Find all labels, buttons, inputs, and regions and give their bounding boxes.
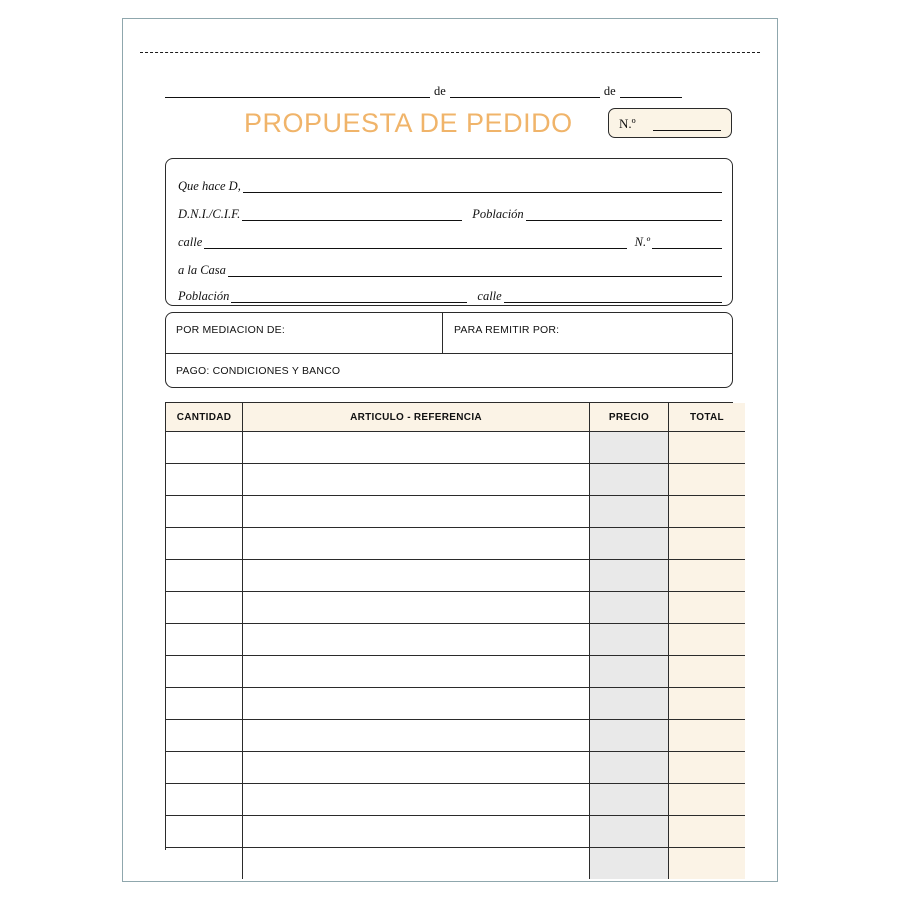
cell-articulo[interactable] <box>243 496 590 528</box>
items-table-body <box>166 432 745 880</box>
table-row <box>166 688 745 720</box>
order-number-rule[interactable] <box>653 130 721 131</box>
cell-precio[interactable] <box>590 752 669 784</box>
cell-precio[interactable] <box>590 816 669 848</box>
table-row <box>166 784 745 816</box>
cell-precio[interactable] <box>590 464 669 496</box>
mediation-horizontal-divider <box>166 353 732 354</box>
cell-articulo[interactable] <box>243 624 590 656</box>
cell-precio[interactable] <box>590 624 669 656</box>
table-row <box>166 592 745 624</box>
page-title: PROPUESTA DE PEDIDO <box>244 108 573 138</box>
label-numero-calle: N.º <box>634 235 650 249</box>
cell-total[interactable] <box>669 464 746 496</box>
date-label-de-1: de <box>434 84 446 98</box>
cell-total[interactable] <box>669 720 746 752</box>
date-rule-day[interactable] <box>165 83 430 98</box>
cell-articulo[interactable] <box>243 560 590 592</box>
column-header-cantidad: CANTIDAD <box>166 403 243 432</box>
label-poblacion-1: Población <box>472 207 524 221</box>
rule-poblacion-1[interactable] <box>526 207 722 221</box>
rule-que-hace-d[interactable] <box>243 179 722 193</box>
table-row <box>166 720 745 752</box>
cell-precio[interactable] <box>590 432 669 464</box>
field-dni-poblacion[interactable] <box>178 205 722 221</box>
order-number-box[interactable] <box>608 108 732 138</box>
cell-total[interactable] <box>669 560 746 592</box>
cell-articulo[interactable] <box>243 432 590 464</box>
column-header-articulo-referencia: ARTICULO - REFERENCIA <box>243 403 590 432</box>
cell-articulo[interactable] <box>243 752 590 784</box>
cell-cantidad[interactable] <box>166 752 243 784</box>
cell-articulo[interactable] <box>243 528 590 560</box>
rule-poblacion-2[interactable] <box>231 289 467 303</box>
cell-articulo[interactable] <box>243 656 590 688</box>
client-details-box <box>165 158 733 306</box>
cell-articulo[interactable] <box>243 720 590 752</box>
field-a-la-casa[interactable] <box>178 261 722 277</box>
table-row <box>166 496 745 528</box>
label-calle-1: calle <box>178 235 203 249</box>
table-row <box>166 560 745 592</box>
rule-calle-1[interactable] <box>204 235 626 249</box>
cell-precio[interactable] <box>590 496 669 528</box>
label-calle-2: calle <box>477 289 502 303</box>
cell-total[interactable] <box>669 656 746 688</box>
rule-dni-cif[interactable] <box>242 207 462 221</box>
cell-cantidad[interactable] <box>166 592 243 624</box>
cell-cantidad[interactable] <box>166 688 243 720</box>
date-rule-year[interactable] <box>620 83 682 98</box>
label-que-hace-d: Que hace D, <box>178 179 241 193</box>
order-number-label: N.º <box>619 116 636 131</box>
table-header-row <box>166 403 745 432</box>
items-table <box>166 403 745 879</box>
cell-cantidad[interactable] <box>166 432 243 464</box>
cell-precio[interactable] <box>590 528 669 560</box>
table-row <box>166 816 745 848</box>
cell-cantidad[interactable] <box>166 816 243 848</box>
field-calle-numero[interactable] <box>178 233 722 249</box>
table-row <box>166 624 745 656</box>
cell-articulo[interactable] <box>243 464 590 496</box>
rule-a-la-casa[interactable] <box>228 263 722 277</box>
cell-total[interactable] <box>669 816 746 848</box>
cell-total[interactable] <box>669 784 746 816</box>
cell-articulo[interactable] <box>243 816 590 848</box>
column-header-precio: PRECIO <box>590 403 669 432</box>
cell-total[interactable] <box>669 528 746 560</box>
cell-cantidad[interactable] <box>166 624 243 656</box>
table-row <box>166 528 745 560</box>
cell-precio[interactable] <box>590 656 669 688</box>
label-poblacion-2: Población <box>178 289 230 303</box>
cell-cantidad[interactable] <box>166 720 243 752</box>
cell-cantidad[interactable] <box>166 464 243 496</box>
label-por-mediacion-de: POR MEDIACION DE: <box>176 324 285 336</box>
field-que-hace-d[interactable] <box>178 177 722 193</box>
cell-total[interactable] <box>669 496 746 528</box>
table-row <box>166 848 745 880</box>
cell-articulo[interactable] <box>243 784 590 816</box>
table-row <box>166 432 745 464</box>
cell-precio[interactable] <box>590 784 669 816</box>
cell-cantidad[interactable] <box>166 560 243 592</box>
cell-total[interactable] <box>669 624 746 656</box>
label-para-remitir-por: PARA REMITIR POR: <box>454 324 560 336</box>
table-row <box>166 656 745 688</box>
date-label-de-2: de <box>603 84 616 98</box>
mediation-vertical-divider <box>442 313 443 353</box>
cell-precio[interactable] <box>590 688 669 720</box>
column-header-total: TOTAL <box>669 403 746 432</box>
cell-cantidad[interactable] <box>166 848 243 880</box>
items-table-container <box>165 402 733 850</box>
cell-cantidad[interactable] <box>166 656 243 688</box>
label-a-la-casa: a la Casa <box>178 263 226 277</box>
cell-precio[interactable] <box>590 848 669 880</box>
table-row <box>166 752 745 784</box>
label-dni-cif: D.N.I./C.I.F. <box>178 207 241 221</box>
cell-cantidad[interactable] <box>166 496 243 528</box>
date-line <box>165 78 735 98</box>
cell-articulo[interactable] <box>243 592 590 624</box>
table-row <box>166 464 745 496</box>
cell-total[interactable] <box>669 432 746 464</box>
cell-precio[interactable] <box>590 592 669 624</box>
date-rule-month[interactable] <box>450 83 600 98</box>
rule-numero-calle[interactable] <box>652 235 722 249</box>
cell-cantidad[interactable] <box>166 784 243 816</box>
cell-total[interactable] <box>669 848 746 880</box>
perforation-dashed-line <box>140 52 760 53</box>
cell-articulo[interactable] <box>243 688 590 720</box>
cell-total[interactable] <box>669 752 746 784</box>
mediation-box <box>165 312 733 388</box>
cell-articulo[interactable] <box>243 848 590 880</box>
cell-cantidad[interactable] <box>166 528 243 560</box>
label-pago-condiciones-banco: PAGO: CONDICIONES Y BANCO <box>176 365 341 377</box>
cell-precio[interactable] <box>590 560 669 592</box>
cell-precio[interactable] <box>590 720 669 752</box>
cell-total[interactable] <box>669 688 746 720</box>
rule-calle-2[interactable] <box>504 289 722 303</box>
field-poblacion-calle[interactable] <box>178 287 722 303</box>
cell-total[interactable] <box>669 592 746 624</box>
